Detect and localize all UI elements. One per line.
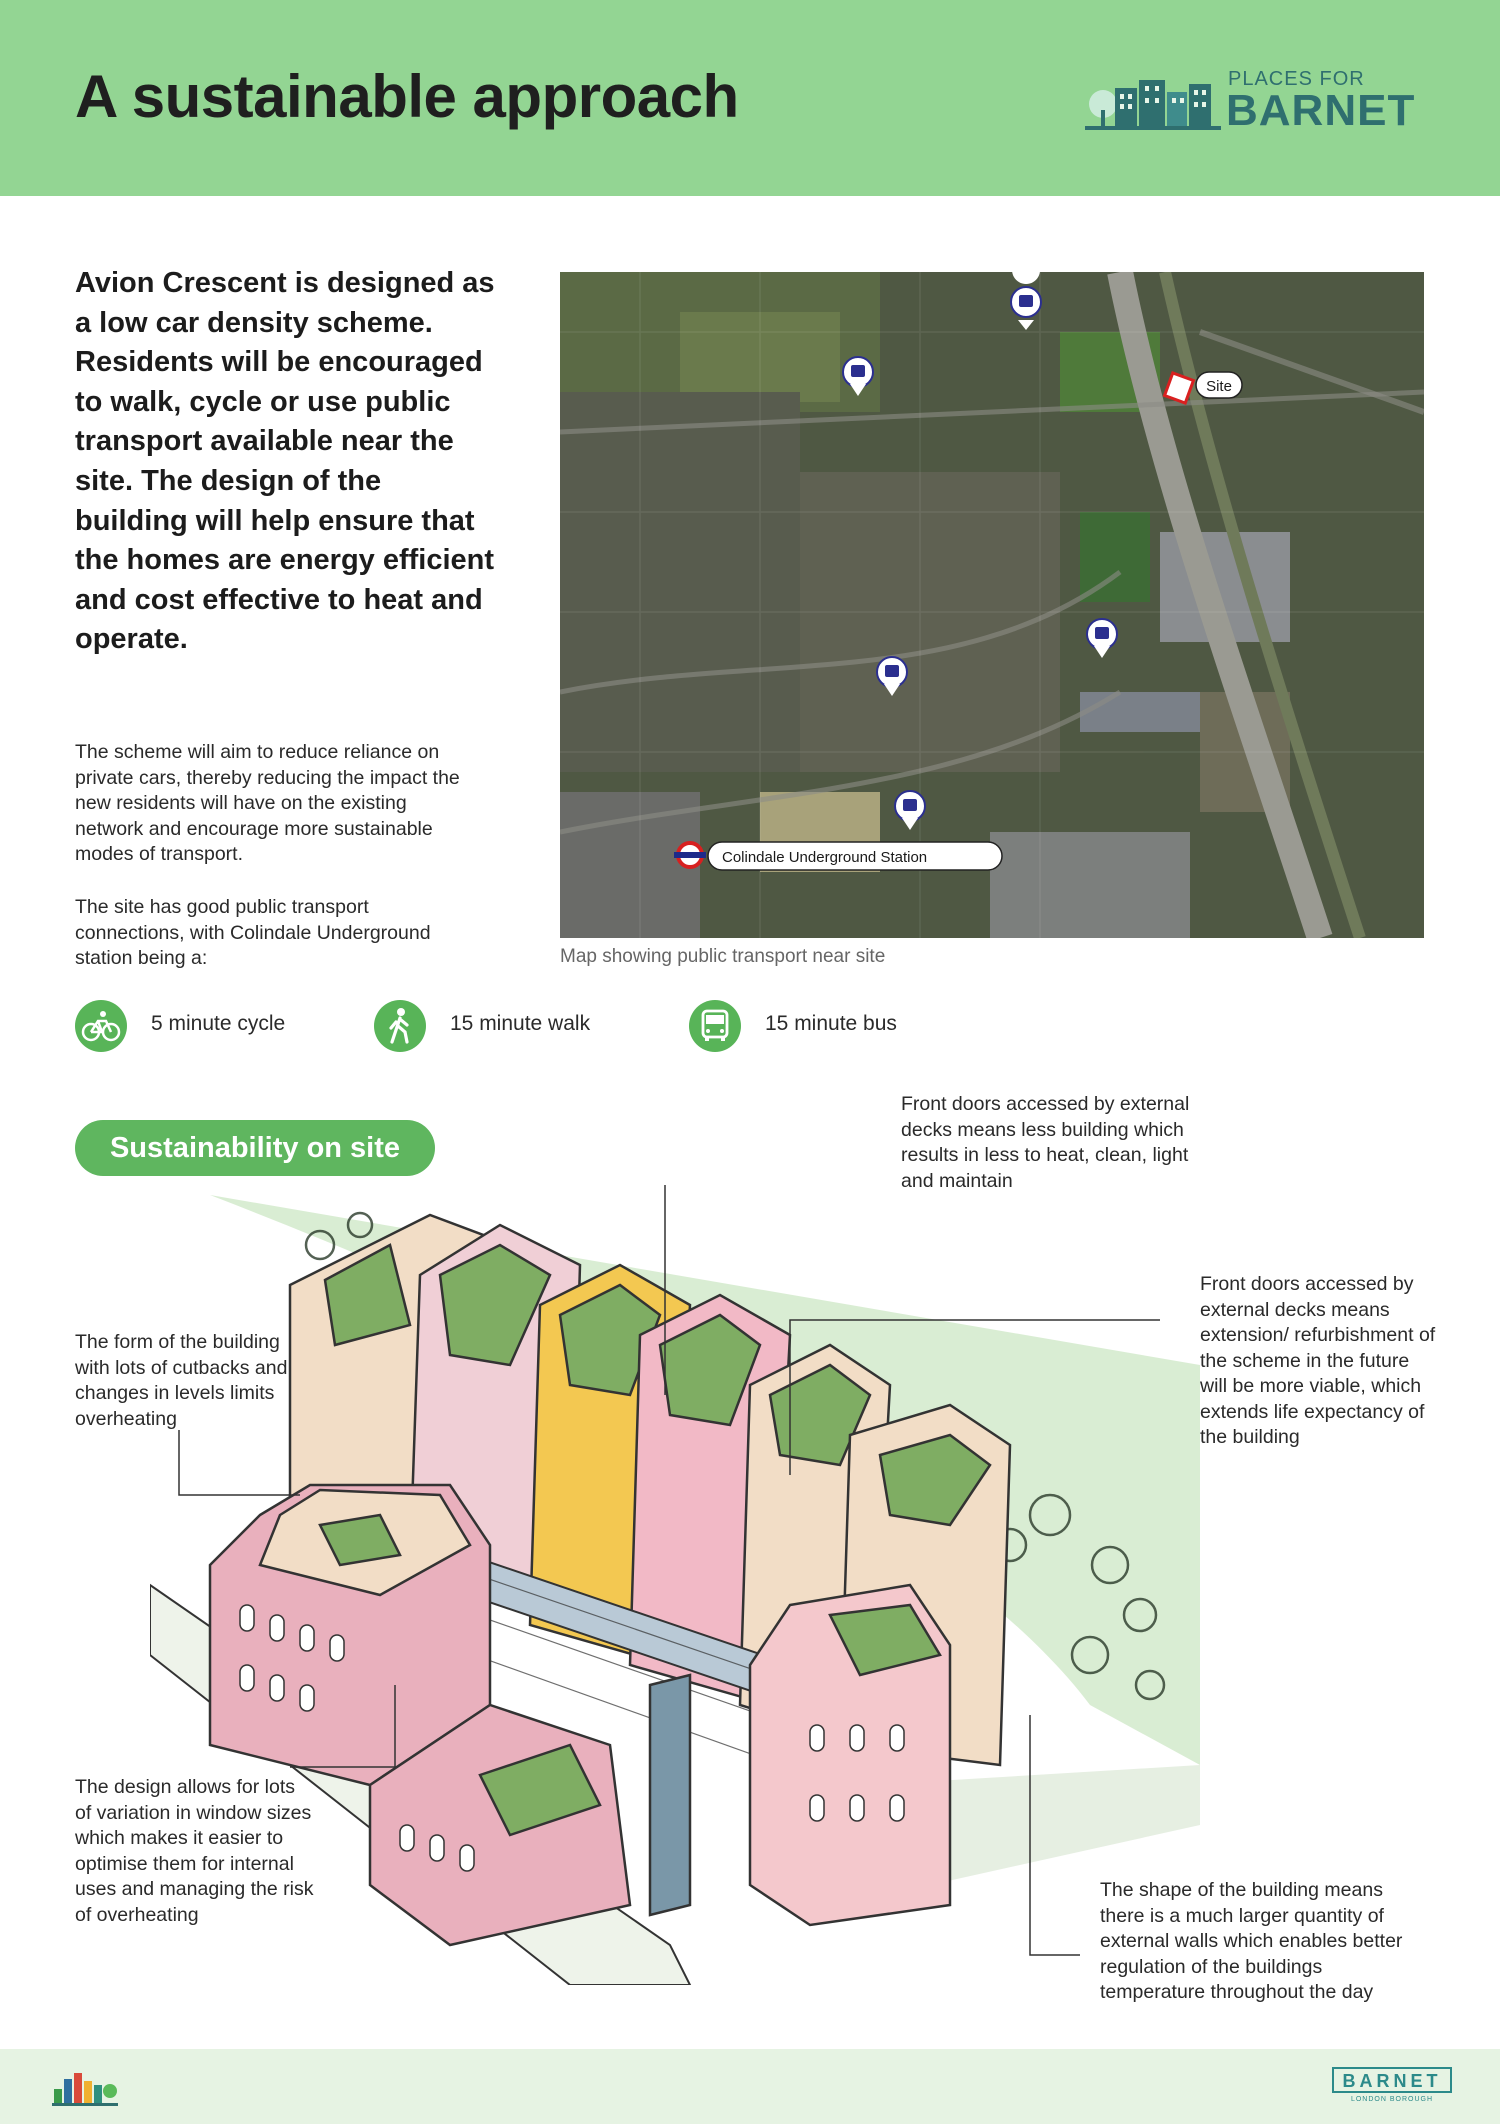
page-title: A sustainable approach (75, 63, 739, 130)
logo-buildings-icon (1085, 66, 1221, 134)
transport-cycle-label: 5 minute cycle (151, 1012, 286, 1035)
borough-text: LONDON BOROUGH (1350, 2096, 1434, 2103)
site-label: Site (1206, 378, 1232, 395)
callout-shape: The shape of the building means there is a much larger quantity of external walls which enables better regulation of the buildings temperature throughout the day (1100, 1879, 1403, 2003)
body-paragraph-2: The site has good public transport connections, with Colindale Underground station being a: (75, 896, 431, 969)
bus-icon (689, 1000, 741, 1052)
places-for-barnet-logo (1085, 66, 1425, 134)
transport-walk-label: 15 minute walk (450, 1012, 591, 1035)
section-heading-pill (75, 1120, 435, 1176)
callout-form: The form of the building with lots of cutbacks and changes in levels limits overheating (75, 1331, 288, 1430)
logo-line1: PLACES FOR (1228, 68, 1365, 90)
footer-band (0, 2049, 1500, 2124)
intro-statement: Avion Crescent is designed as a low car density scheme. Residents will be encouraged to walk, cycle or use public transport available near the site. The design of the building will help ensure that the homes are energy efficient and cost effective to heat and operate. (75, 267, 495, 656)
section-heading: Sustainability on site (109, 1132, 401, 1164)
footer-buildings-icon (50, 2067, 120, 2107)
transport-bus-label: 15 minute bus (765, 1012, 897, 1035)
body-paragraph-1: The scheme will aim to reduce reliance on private cars, thereby reducing the impact the new residents will have on the existing network and encourage more sustainable modes of transport. (75, 741, 460, 865)
logo-line2: BARNET (1226, 86, 1416, 135)
callout-windows: The design allows for lots of variation in window sizes which makes it easier to optimise them for internal uses and managing the risk of overheating (75, 1776, 314, 1926)
barnet-logo-text: BARNET (1342, 2071, 1442, 2091)
map-caption: Map showing public transport near site (560, 946, 886, 967)
barnet-logo-box (1332, 2067, 1452, 2093)
callout-front-doors-right: Front doors accessed by external decks means extension/ refurbishment of the scheme in the future will be more viable, which extends life expectancy of the building (1200, 1273, 1436, 1448)
callout-front-doors-top: Front doors accessed by external decks means less building which results in less to heat, clean, light and maintain (901, 1093, 1190, 1192)
walking-person-icon (374, 1000, 426, 1052)
aerial-map-illustration (560, 272, 1424, 938)
barnet-borough-logo (1332, 2067, 1452, 2107)
bicycle-icon (75, 1000, 127, 1052)
header-band (0, 0, 1500, 196)
station-label: Colindale Underground Station (722, 849, 928, 866)
site-map (560, 272, 1424, 938)
